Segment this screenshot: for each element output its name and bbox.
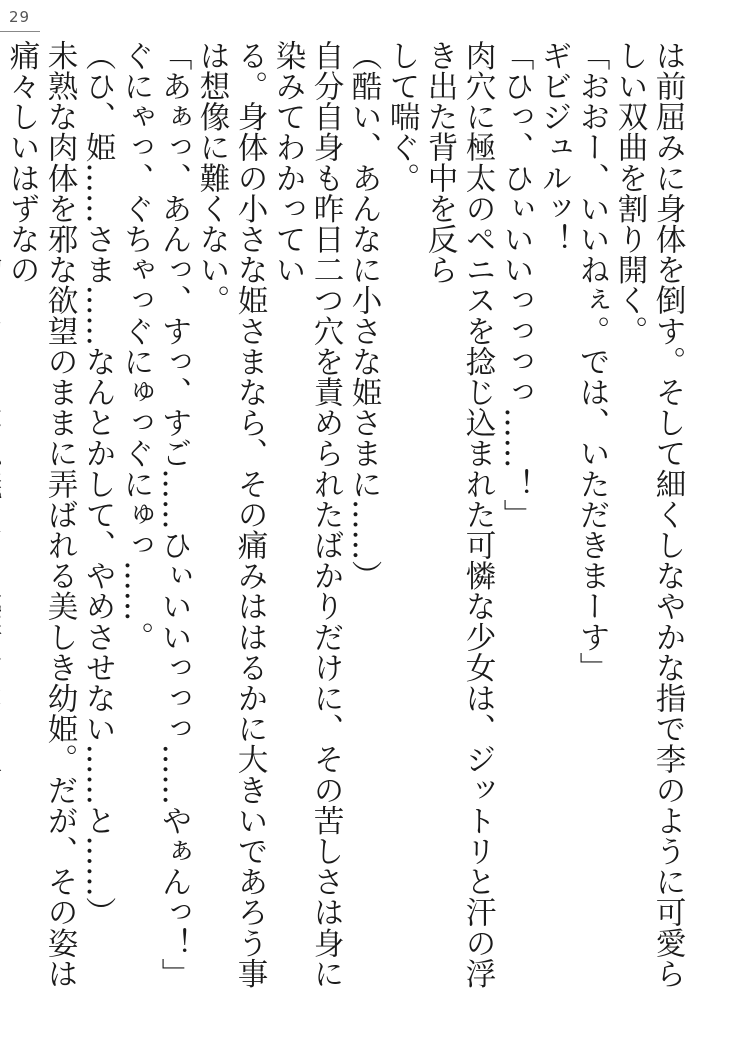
text-line: （酷い、あんなに小さな姫さまに……） xyxy=(346,40,381,591)
page-number-rule xyxy=(0,31,40,32)
text-line: ギビジュルッ！ xyxy=(536,40,571,255)
text-line: 「ひっ、ひぃいいっっっっ……！」 xyxy=(498,40,533,530)
text-line: ぐにゃっ、ぐちゃっぐにゅっぐにゅっ……。 xyxy=(118,40,153,652)
page-number: 29 xyxy=(9,8,31,26)
text-line: 肉穴に極太のペニスを捻じ込まれた可憐な少女は、ジットリと汗の浮き出た背中を反ら xyxy=(422,40,495,989)
text-line: 未熟な肉体を邪な欲望のままに弄ばれる美しき幼姫。だが、その姿は痛々しいはずなの xyxy=(4,40,77,989)
text-line: る。身体の小さな姫さまなら、その痛みははるかに大きいであろう事は想像に難くない。 xyxy=(194,40,267,989)
text-line: 「あぁっ、あんっ、すっ、すご……ひぃいいっっっ……やぁんっ！」 xyxy=(156,40,191,989)
text-line xyxy=(0,40,2,1012)
text-line: 自分自身も昨日二つ穴を責められたばかりだけに、その苦しさは身に染みてわかってい xyxy=(270,40,343,989)
text-line: 「おおー、いいねぇ。では、いただきまーす」 xyxy=(574,40,609,683)
vertical-text-body xyxy=(0,40,686,1012)
text-line: して喘ぐ。 xyxy=(384,40,419,193)
text-line: （ひ、姫……さま……なんとかして、やめさせない……と……） xyxy=(80,40,115,928)
text-line: は前屈みに身体を倒す。そして細くしなやかな指で李のように可愛らしい双曲を割り開く。 xyxy=(612,40,685,989)
